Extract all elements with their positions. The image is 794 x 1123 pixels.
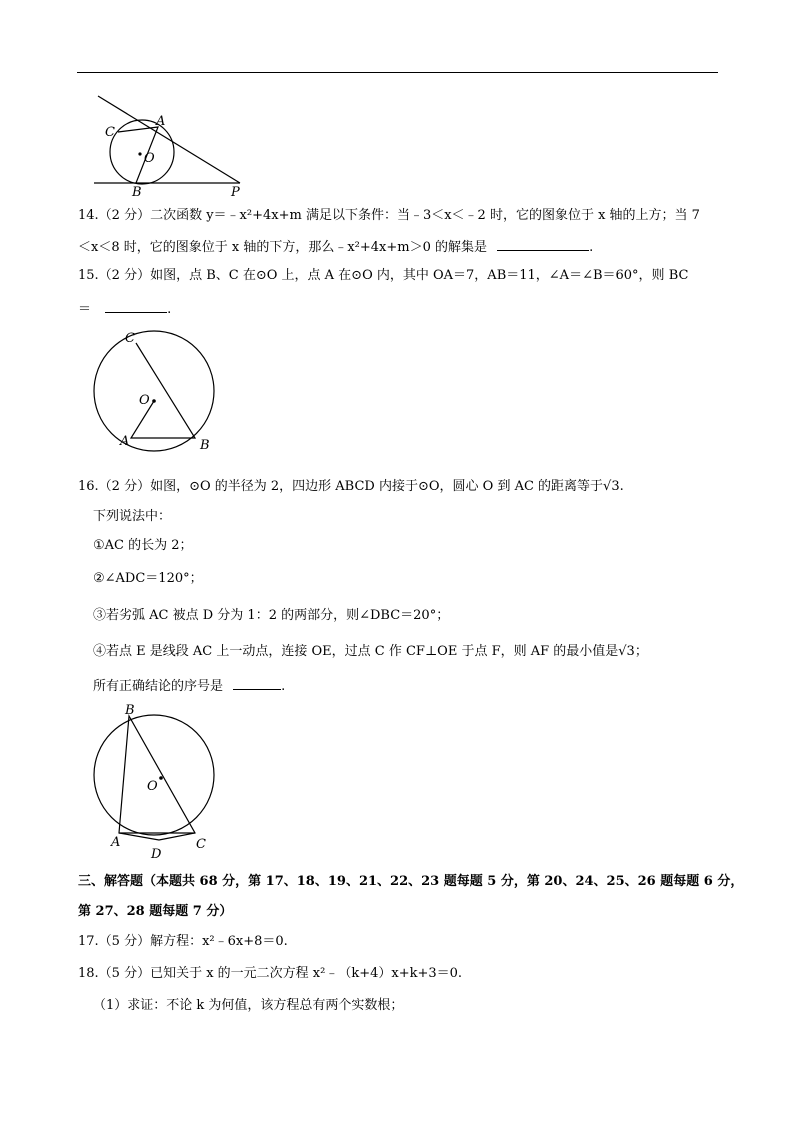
q16-line1: 16.（2 分）如图，⊙O 的半径为 2，四边形 ABCD 内接于⊙O，圆心 O 到 AC 的距离等于√3. [78,479,624,494]
q15-label-O: O [139,393,150,408]
q15-line2: ＝ . [78,298,171,320]
q18-line2: （1）求证：不论 k 为何值，该方程总有两个实数根； [93,998,404,1013]
q16-label-A: A [111,835,121,850]
q15-segments [131,343,195,438]
q15-label-C: C [125,331,135,346]
q14-line2: ＜x＜8 时，它的图象位于 x 轴的下方，那么﹣x²+4x+m＞0 的解集是 . [78,236,593,258]
fig-top-center-dot [138,152,141,155]
fig-top-label-B: B [132,185,142,200]
q16-center-dot [159,776,163,780]
q15-line2-text: ＝ [78,302,92,317]
q15-label-A: A [120,434,130,449]
q15-line1: 15.（2 分）如图，点 B、C 在⊙O 上，点 A 在⊙O 内，其中 OA＝7，AB＝11，∠A＝∠B＝60°，则 BC [78,268,689,283]
q16-statement-2: ②∠ADC＝120°； [93,571,203,586]
q18-line1: 18.（5 分）已知关于 x 的一元二次方程 x²﹣（k+4）x+k+3＝0. [78,966,463,981]
q15-label-B: B [200,438,210,453]
header-rule [77,72,718,73]
fig-top-label-A: A [156,114,166,129]
q16-label-O: O [147,779,158,794]
q16-statement-1: ①AC 的长为 2； [93,538,193,553]
q16-line2: 下列说法中： [93,509,172,524]
figure-q16 [88,700,228,862]
q15-answer-blank[interactable] [105,298,167,313]
q16-circle [94,715,214,835]
figure-q15 [88,328,228,456]
q16-answer-blank[interactable] [233,675,281,690]
q15-center-dot [152,399,156,403]
q16-statement-4: ④若点 E 是线段 AC 上一动点，连接 OE，过点 C 作 CF⊥OE 于点 F，则 AF 的最小值是√3； [93,644,648,659]
fig-top-label-P: P [231,185,240,200]
q14-line2-text: ＜x＜8 时，它的图象位于 x 轴的下方，那么﹣x²+4x+m＞0 的解集是 [78,240,487,255]
q16-quadrilateral [119,716,195,840]
figure-tangent-circle [88,92,258,200]
q16-label-C: C [196,837,206,852]
q17-line: 17.（5 分）解方程：x²﹣6x+8＝0. [78,934,288,949]
section3-heading-line1: 三、解答题（本题共 68 分，第 17、18、19、21、22、23 题每题 5 分，第 20、24、25、26 题每题 6 分， [78,874,744,889]
q16-label-B: B [125,703,135,718]
fig-top-label-O: O [144,151,155,166]
q14-line1: 14.（2 分）二次函数 y＝﹣x²+4x+m 满足以下条件：当﹣3＜x＜﹣2 时，它的图象位于 x 轴的上方；当 7 [78,208,700,223]
q16-line3: 所有正确结论的序号是 . [93,675,285,697]
q16-label-D: D [151,847,162,862]
fig-top-label-C: C [105,125,115,140]
q16-statement-3: ③若劣弧 AC 被点 D 分为 1：2 的两部分，则∠DBC＝20°； [93,608,450,623]
q15-circle [94,331,214,451]
section3-heading-line2: 第 27、28 题每题 7 分） [78,904,233,919]
q14-answer-blank[interactable] [497,236,589,251]
q16-line3-text: 所有正确结论的序号是 [93,679,224,694]
